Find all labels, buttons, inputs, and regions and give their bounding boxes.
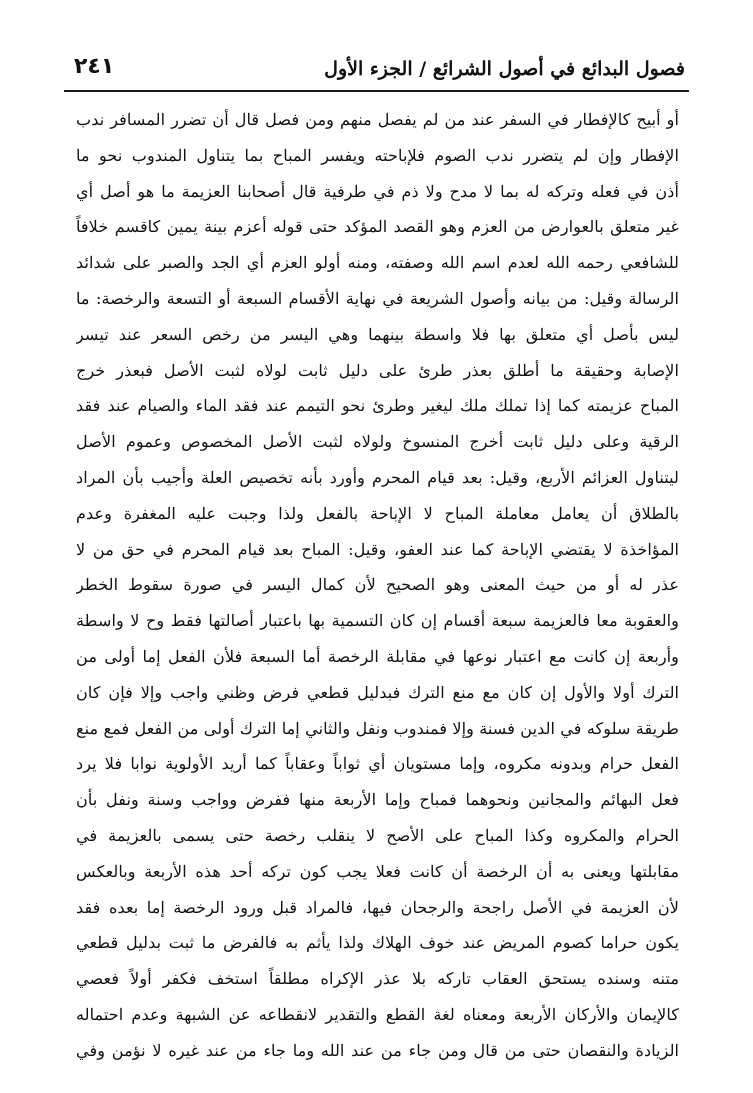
text-line: الرسالة وقيل: من بيانه وأصول الشريعة في نهاية الأقسام السبعة أو التسعة والرخصة: ما	[76, 288, 679, 308]
text-line: المؤاخذة لا يقتضي الإباحة كما عند العفو، وقيل: المباح بعد قيام المحرم في حق من لا	[76, 539, 679, 559]
text-line: وأربعة إن كانت مع اعتبار نوعها في مقابلة الرخصة أما السبعة فلأن الفعل إما أولى من	[76, 646, 679, 666]
text-line: الإصابة وحقيقة ما أطلق بعذر طرئ على دليل ثابت لولاه لثبت الأصل فبعذر خرج	[76, 360, 679, 380]
text-line: الترك أولا والأول إن كان مع منع الترك فبدليل قطعي فرض وظني واجب وإلا فإن كان	[76, 682, 679, 702]
text-line: يكون حراما كصوم المريض عند خوف الهلاك ولذا يأثم به فالفرض ما ثبت بدليل قطعي	[76, 933, 679, 953]
text-line: والعقوبة معا فالعزيمة سبعة أقسام إن كان التسمية بها باعتبار أصالتها فقط وح لا واسطة	[76, 611, 679, 631]
text-line: بالطلاق أن يعامل معاملة المباح لا الإباحة بالفعل ولذا وجبت عليه المغفرة وعدم	[76, 503, 679, 523]
running-header	[64, 50, 689, 94]
text-line: غير متعلق بالعوارض من العزم وهو القصد المؤكد حتى قوله أعزم بينة يمين كاقسم خلافاً	[76, 217, 679, 237]
text-line: أو أبيح كالإفطار في السفر عند من لم يفصل منهم ومن فصل قال أن تضرر المسافر ندب	[76, 110, 679, 129]
text-line: طريقة سلوكه في الدين فسنة وإلا فمندوب ونفل والثاني إما الترك أولى من الفعل فمع منع	[76, 718, 679, 738]
text-line: الرقية وعلى دليل ثابت أخرج المنسوخ ولولاه لثبت الأصل المخصوص وعموم الأصل	[76, 432, 679, 452]
text-line: للشافعي رحمه الله لعدم اسم الله وصفته، ومنه أولو العزم أي الجد والصبر على شدائد	[76, 253, 679, 273]
text-line: الإفطار وإن لم يتضرر ندب الصوم فلإباحته ويفسر المباح بما يتناول المندوب نحو ما	[76, 145, 679, 165]
text-line: الزيادة والنقصان حتى من قال ومن جاء من عند الله وما جاء من عند غيره لا نؤمن وفي	[76, 1040, 679, 1060]
text-line: كالإيمان والأركان الأربعة ومعناه لغة القطع والتقدير لانقطاعه عن الشبهة وعدم احتماله	[76, 1004, 679, 1024]
text-line: ليس بأصل أي متعلق بها فلا واسطة بينهما وهي اليسر من رخص السعر عند تيسر	[76, 324, 679, 344]
text-line: فعل البهائم والمجانين ونحوهما فمباح وإما الأربعة منها ففرض وواجب وسنة ونفل بأن	[76, 790, 679, 810]
page-number: ٢٤١	[74, 54, 115, 79]
body-text	[76, 102, 679, 1069]
text-line: أذن في فعله وتركه له بما لا مدح ولا ذم في طرفية قال أصحابنا العزيمة ما هو أصل أي	[76, 181, 679, 201]
text-line: الفعل حرام وبدونه مكروه، وإما مستويان أي ثواباً وعقاباً كما أريد الأولوية نوابا فلا يرد	[76, 754, 679, 774]
text-line: المباح عزيمته كما إذا تملك ملك ليغير وطرئ نحو التيمم عند فقد الماء والصيام عند فقد	[76, 396, 679, 416]
text-line: الحرام والمكروه وكذا المباح على الأصح لا ينقلب رخصة حتى يسمى بالعزيمة في	[76, 825, 679, 845]
text-line: عذر له أو من حيث المعنى وهو الصحيح لأن كمال اليسر في صورة سقوط الخطر	[76, 575, 679, 595]
text-line: ليتناول العزائم الأربع، وقيل: بعد قيام المحرم وأورد بأنه تخصيص العلة وأجيب بأن المراد	[76, 467, 679, 487]
text-line: لأن العزيمة في الأصل راجحة والرجحان فيها، فالمراد قبل ورود الرخصة إما بعده فقد	[76, 897, 679, 917]
running-title: فصول البدائع في أصول الشرائع / الجزء الأول	[324, 58, 685, 80]
text-line: متنه وسنده يستحق العقاب تاركه بلا عذر الإكراه مطلقاً استخف فكفر أولاً فعصي	[76, 969, 679, 989]
text-line: مقابلتها ويعنى به أن الرخصة أن كانت فعلا يجب كون تركه أحد هذه الأربعة وبالعكس	[76, 861, 679, 881]
header-divider	[64, 90, 689, 92]
